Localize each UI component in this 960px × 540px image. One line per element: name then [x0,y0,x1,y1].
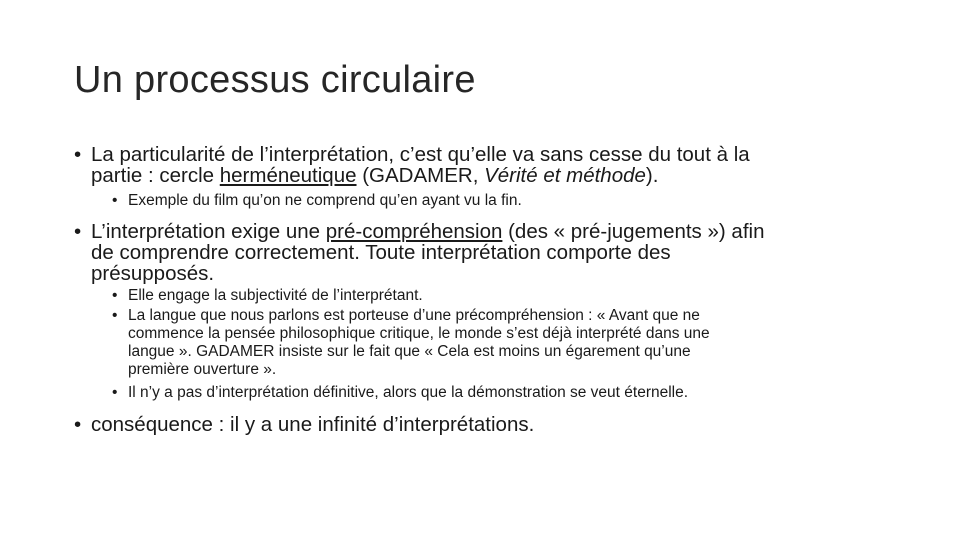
bullet-2-line-1 [91,221,894,242]
sub-bullet-2-1 [74,287,894,305]
bullet-2 [74,221,894,284]
bullet-1-line-1: La particularité de l’interprétation, c’est qu’elle va sans cesse du tout à la [91,143,750,166]
pre-comprehension-term: pré-compréhension [325,220,503,243]
bullet-dot: • [74,143,82,166]
sub-bullet-1-1 [74,192,894,210]
bullet-1-text: ). [645,164,659,187]
bullet-3 [74,414,894,435]
sub-bullet-2-2-line-3: langue ». GADAMER insiste sur le fait que « Cela est moins un égarement qu’une [128,343,691,360]
slide-title: Un processus circulaire [74,59,476,101]
bullet-dot: • [74,413,82,436]
book-title: Vérité et méthode [484,164,646,187]
bullet-2-line-2: de comprendre correctement. Toute interprétation comporte des [91,241,671,264]
sub-bullet-2-3-text: Il n’y a pas d’interprétation définitive, alors que la démonstration se veut éternelle. [128,384,689,401]
sub-bullet-2-3 [74,384,894,402]
bullet-1-text: partie : cercle [91,164,220,187]
sub-bullet-2-2-line-2: commence la pensée philosophique critique, le monde s’est déjà interprété dans une [128,325,710,342]
hermeneutique-term: herméneutique [219,164,357,187]
bullet-1-text: (GADAMER, [356,164,485,187]
sub-bullet-2-2 [74,307,894,379]
bullet-3-text: conséquence : il y a une infinité d’interprétations. [91,413,535,436]
sub-bullet-2-2-line-1: La langue que nous parlons est porteuse d’une précompréhension : « Avant que ne [128,307,700,324]
bullet-dot: • [112,307,118,324]
sub-bullet-2-1-text: Elle engage la subjectivité de l’interprétant. [128,287,423,304]
bullet-1-line-2 [91,165,894,186]
bullet-1 [74,144,894,186]
slide-body [74,144,894,435]
sub-bullet-1-1-text: Exemple du film qu’on ne comprend qu’en ayant vu la fin. [128,192,522,209]
bullet-2-text: (des « pré-jugements ») afin [502,220,765,243]
bullet-2-text: L’interprétation exige une [91,220,326,243]
bullet-dot: • [112,384,118,401]
sub-bullet-2-2-line-4: première ouverture ». [128,361,277,378]
bullet-dot: • [112,192,118,209]
bullet-2-line-3: présupposés. [91,262,215,285]
bullet-dot: • [74,220,82,243]
bullet-dot: • [112,287,118,304]
